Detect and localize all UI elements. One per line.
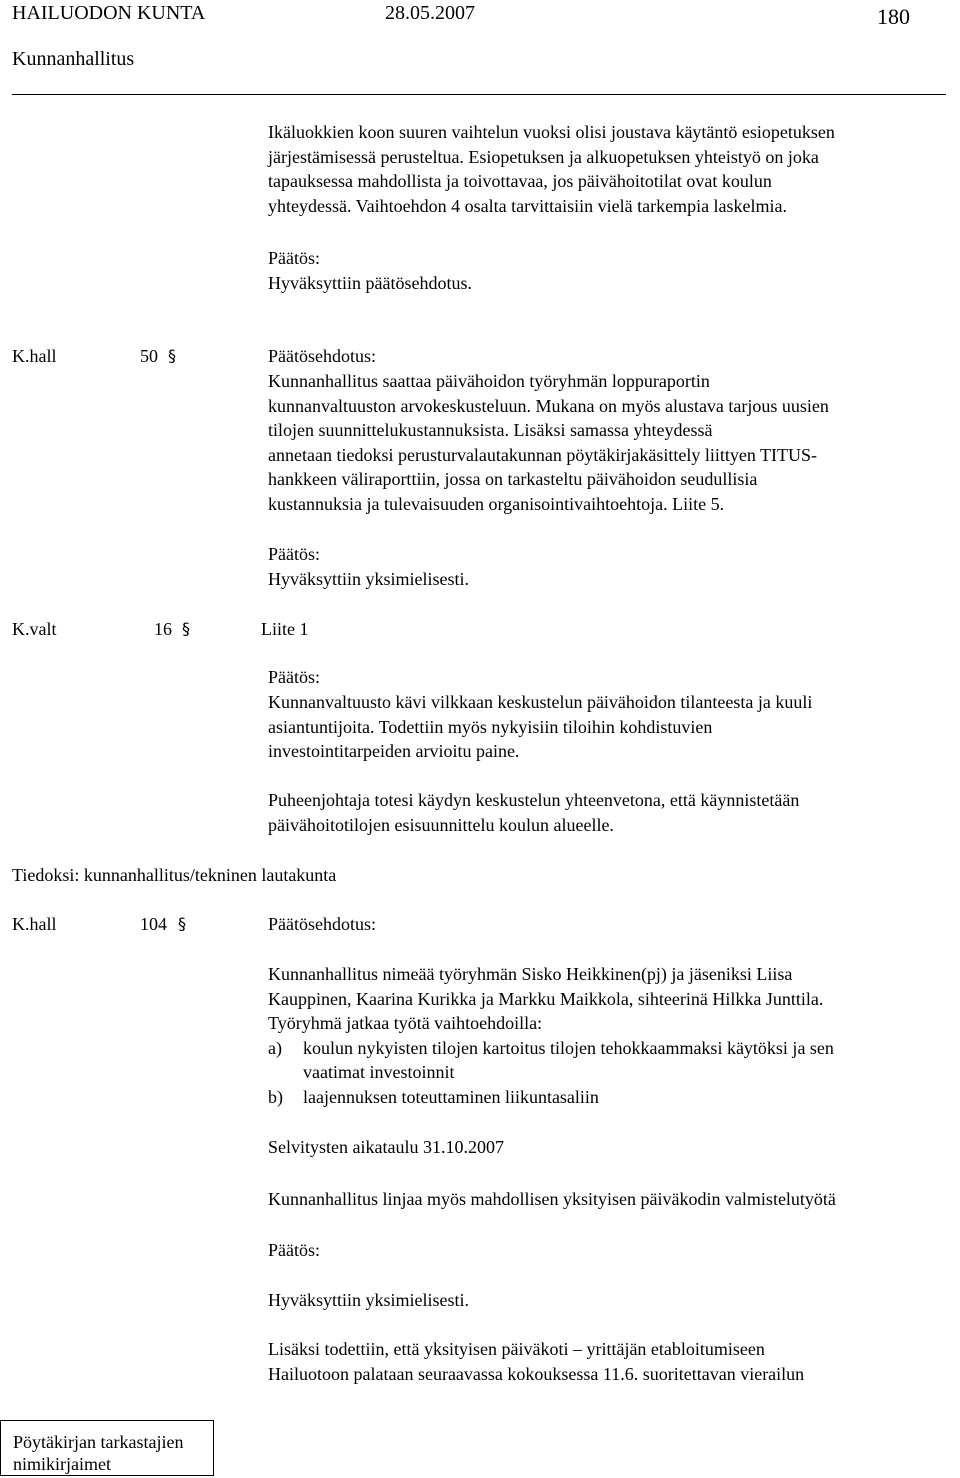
proposal-paragraph <box>268 369 829 517</box>
decision-label: Päätös: <box>268 667 320 687</box>
text-line: asiantuntijoita. Todettiin myös nykyisiin tiloihin kohdistuvien <box>268 716 713 737</box>
note-paragraph <box>268 1337 804 1386</box>
decision-label: Päätös: <box>268 544 320 564</box>
item-number: 16 <box>154 619 172 639</box>
text-line: järjestämisessä perusteltua. Esiopetuksen ja alkuopetuksen yhteistyö on joka <box>268 146 819 167</box>
decision-label: Päätös: <box>268 1240 320 1260</box>
text-line: yhteydessä. Vaihtoehdon 4 osalta tarvittaisiin vielä tarkempia laskelmia. <box>268 195 788 216</box>
list-item <box>268 1036 834 1085</box>
text-line: Kauppinen, Kaarina Kurikka ja Markku Maikkola, sihteerinä Hilkka Junttila. <box>268 988 824 1009</box>
list-item <box>268 1085 834 1110</box>
item-number: 104 <box>140 914 167 934</box>
decision-text: Hyväksyttiin yksimielisesti. <box>268 569 469 589</box>
initials-box <box>0 1420 214 1476</box>
footer-line-1: Pöytäkirjan tarkastajien <box>13 1432 184 1452</box>
text-line: Puheenjohtaja totesi käydyn keskustelun yhteenvetona, että käynnistetään <box>268 790 800 810</box>
text-line: Hailuotoon palataan seuraavassa kokouksessa 11.6. suoritettavan vierailun <box>268 1363 805 1384</box>
schedule-text: Selvitysten aikataulu 31.10.2007 <box>268 1137 504 1157</box>
text-line: Kunnanhallitus saattaa päivähoidon työryhmän loppuraportin <box>268 371 710 391</box>
proposal-label: Päätösehdotus: <box>268 346 376 366</box>
decision-text: Hyväksyttiin päätösehdotus. <box>268 273 472 293</box>
text-line: Lisäksi todettiin, että yksityisen päiväkoti – yrittäjän etabloitumiseen <box>268 1339 765 1359</box>
item-org: K.hall <box>12 346 57 366</box>
text-line: kustannuksia ja tulevaisuuden organisointivaihtoehtoja. Liite 5. <box>268 493 725 514</box>
chair-paragraph <box>268 788 799 837</box>
item-number: 50 <box>140 346 158 366</box>
section-sign: § <box>182 619 190 638</box>
footer-line-2: nimikirjaimet <box>13 1454 111 1474</box>
text-line: koulun nykyisten tilojen kartoitus tilojen tehokkaammaksi käytöksi ja sen <box>303 1037 834 1058</box>
private-daycare-text: Kunnanhallitus linjaa myös mahdollisen yksityisen päiväkodin valmistelutyötä <box>268 1189 836 1209</box>
section-sign: § <box>168 346 176 365</box>
text-line: Ikäluokkien koon suuren vaihtelun vuoksi olisi joustava käytäntö esiopetuksen <box>268 122 835 142</box>
text-line: Kunnanhallitus nimeää työryhmän Sisko Heikkinen(pj) ja jäseniksi Liisa <box>268 964 793 984</box>
list-marker: b) <box>268 1086 283 1107</box>
page-number: 180 <box>877 4 910 29</box>
item-org: K.valt <box>12 619 57 639</box>
text-line: annetaan tiedoksi perusturvalautakunnan pöytäkirjakäsittely liittyen TITUS- <box>268 444 818 465</box>
header-rule <box>12 94 946 95</box>
section-sign: § <box>178 914 186 933</box>
list-marker: a) <box>268 1037 282 1058</box>
proposal-paragraph <box>268 962 834 1110</box>
text-line: Kunnanvaltuusto kävi vilkkaan keskustelun päivähoidon tilanteesta ja kuuli <box>268 692 813 712</box>
text-line: hankkeen väliraporttiin, jossa on tarkasteltu päivähoidon seudullisia <box>268 469 758 490</box>
municipality-name: HAILUODON KUNTA <box>12 2 206 24</box>
text-line: Työryhmä jatkaa työtä vaihtoehdoilla: <box>268 1013 543 1034</box>
proposal-label: Päätösehdotus: <box>268 914 376 934</box>
info-recipients: Tiedoksi: kunnanhallitus/tekninen lautakunta <box>12 865 337 885</box>
decision-text: Hyväksyttiin yksimielisesti. <box>268 1290 469 1310</box>
decision-label: Päätös: <box>268 248 320 268</box>
text-line: kunnanvaltuuston arvokeskusteluun. Mukana on myös alustava tarjous uusien <box>268 395 829 416</box>
intro-paragraph <box>268 120 835 218</box>
text-line: investointitarpeiden arvioitu paine. <box>268 741 520 762</box>
body-name: Kunnanhallitus <box>12 48 135 70</box>
attachment-ref: Liite 1 <box>261 619 309 639</box>
text-line: tapauksessa mahdollista ja toivottavaa, jos päivähoitotilat ovat koulun <box>268 171 772 192</box>
meeting-date: 28.05.2007 <box>385 2 475 24</box>
text-line: päivähoitotilojen esisuunnittelu koulun alueelle. <box>268 814 614 835</box>
text-line: laajennuksen toteuttaminen liikuntasaliin <box>303 1086 599 1107</box>
text-line: vaatimat investoinnit <box>303 1062 455 1083</box>
item-org: K.hall <box>12 914 57 934</box>
text-line: tilojen suunnittelukustannuksista. Lisäksi samassa yhteydessä <box>268 420 713 441</box>
decision-paragraph <box>268 690 812 764</box>
